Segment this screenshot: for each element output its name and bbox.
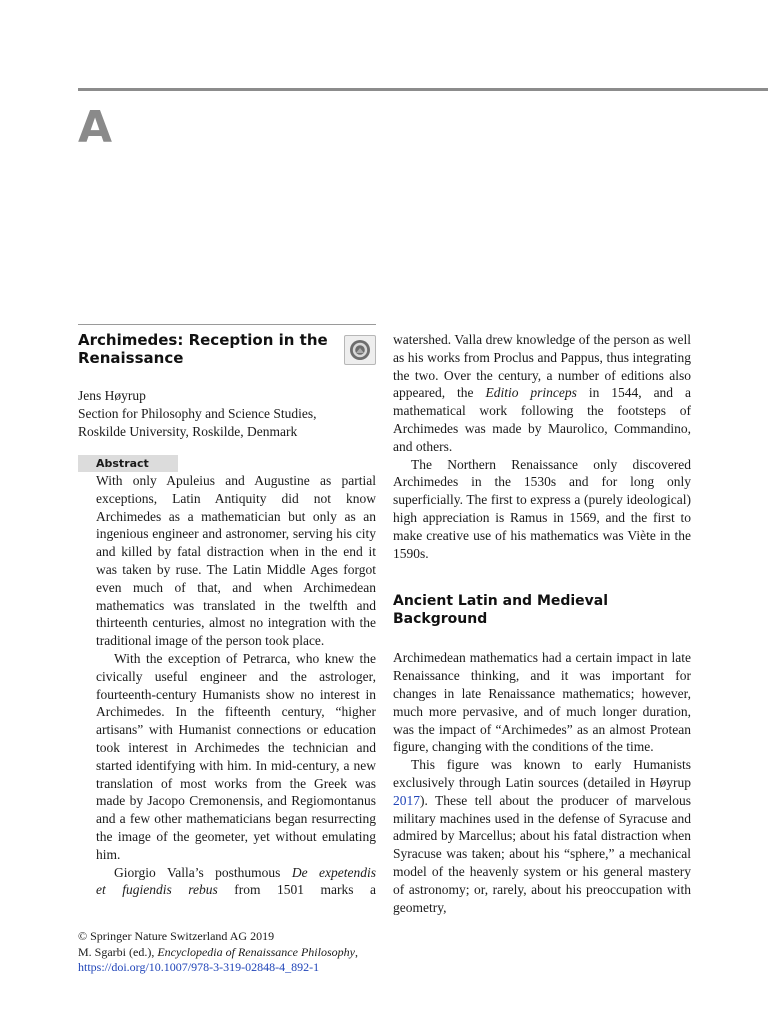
- footer: [78, 929, 358, 976]
- crossmark-icon[interactable]: [344, 335, 376, 365]
- abstract-paragraph-3-line-2: [96, 881, 376, 899]
- affiliation-line-2: Roskilde University, Roskilde, Denmark: [78, 424, 298, 439]
- right-column: [393, 331, 691, 916]
- affiliation-line-1: Section for Philosophy and Science Studies,: [78, 406, 317, 421]
- abstract-paragraph-3-line-1: [96, 864, 376, 882]
- abstract-p3-start: Giorgio Valla’s posthumous: [114, 864, 281, 880]
- abstract-paragraph-1: With only Apuleius and Augustine as partial exceptions, Latin Antiquity did not know Archimedes as a mathematician but only as an ingenious engineer and astronomer, serving his city and killed by fatal distraction when in the end it was taken by ruse. The Latin Middle Ages forgot even much of that, and when Archimedean mathematics was translated in the twelfth and thirteenth centuries, almost no integration with the traditional image of the person took place.: [96, 473, 376, 649]
- author-block: [78, 387, 376, 441]
- right-p4-text-a: This figure was known to early Humanists exclusively through Latin sources (detailed in Høyrup: [393, 757, 691, 790]
- abstract-body: [78, 472, 376, 899]
- citation-italic: Encyclopedia of Renaissance Philosophy: [157, 944, 355, 959]
- right-p4-text-b: ). These tell about the producer of marvelous military machines used in the defense of Syracuse and admired by Marcellus; about his fatal distraction when Syracuse was taken; about his “sphere,” a mechanical model of the heavenly system or his general mastery of astronomy; or, rarely, about his preoccupation with geometry,: [393, 792, 691, 915]
- abstract-p3-italic: De expetendis: [291, 864, 377, 880]
- citation-text-b: ,: [354, 944, 358, 959]
- title-rule: [78, 324, 376, 325]
- citation-line: [78, 945, 358, 961]
- right-paragraph-1: [393, 331, 691, 456]
- right-p1-text-a: watershed. Valla drew knowledge of the person as well as his works from Proclus and Pappus, thus integrating the two. Over the century, a number of editions also appeared, the: [393, 332, 691, 401]
- right-p1-text-b: in 1544, and a mathematical work following the footsteps of Archimedes was made by Maurolico, Commandino, and others.: [393, 385, 691, 454]
- section-heading: Ancient Latin and Medieval Background: [393, 593, 609, 628]
- abstract-p3-end: from 1501 marks a: [234, 882, 376, 898]
- title-row: [78, 331, 376, 367]
- right-paragraph-3: Archimedean mathematics had a certain impact in late Renaissance thinking, and it was important for changes in late Renaissance mathematics; however, much more pervasive, and of much longer duration, was the impact of “Archimedes” as an almost Protean figure, changing with the conditions of the time.: [393, 650, 691, 755]
- copyright-line: © Springer Nature Switzerland AG 2019: [78, 929, 275, 943]
- citation-link[interactable]: 2017: [393, 792, 420, 808]
- right-p1-italic: Editio princeps: [485, 385, 577, 401]
- right-paragraph-4: [393, 756, 691, 916]
- abstract-paragraph-2: With the exception of Petrarca, who knew the civically useful engineer and the astrologer, fourteenth-century Humanists show no interest in Archimedes. In the fifteenth century, “higher artisans” with Humanist connections or education took interest in Archimedes the technician and started identifying with him. In mid-century, a new translation of most works from the Greek was made by Jacopo Cremonensis, and Regiomontanus and a few other mathematicians began resurrecting the image of the geometer, yet without emulating him.: [96, 650, 376, 862]
- section-letter: A: [78, 102, 113, 153]
- right-paragraph-2: The Northern Renaissance only discovered Archimedes in the 1530s and for long only superficially. The first to express a (purely ideological) high appreciation is Ramus in 1569, and the first to make creative use of his mathematics was Viète in the 1590s.: [393, 456, 691, 561]
- author-name: Jens Høyrup: [78, 388, 146, 403]
- citation-text-a: M. Sgarbi (ed.),: [78, 944, 155, 959]
- article-title: Archimedes: Reception in the Renaissance: [78, 331, 328, 367]
- left-column: [78, 324, 376, 899]
- abstract-label: Abstract: [78, 455, 178, 472]
- doi-link[interactable]: https://doi.org/10.1007/978-3-319-02848-4_892-1: [78, 960, 320, 974]
- abstract-p3-italic-2: et fugiendis rebus: [96, 882, 218, 898]
- top-rule: [78, 88, 768, 91]
